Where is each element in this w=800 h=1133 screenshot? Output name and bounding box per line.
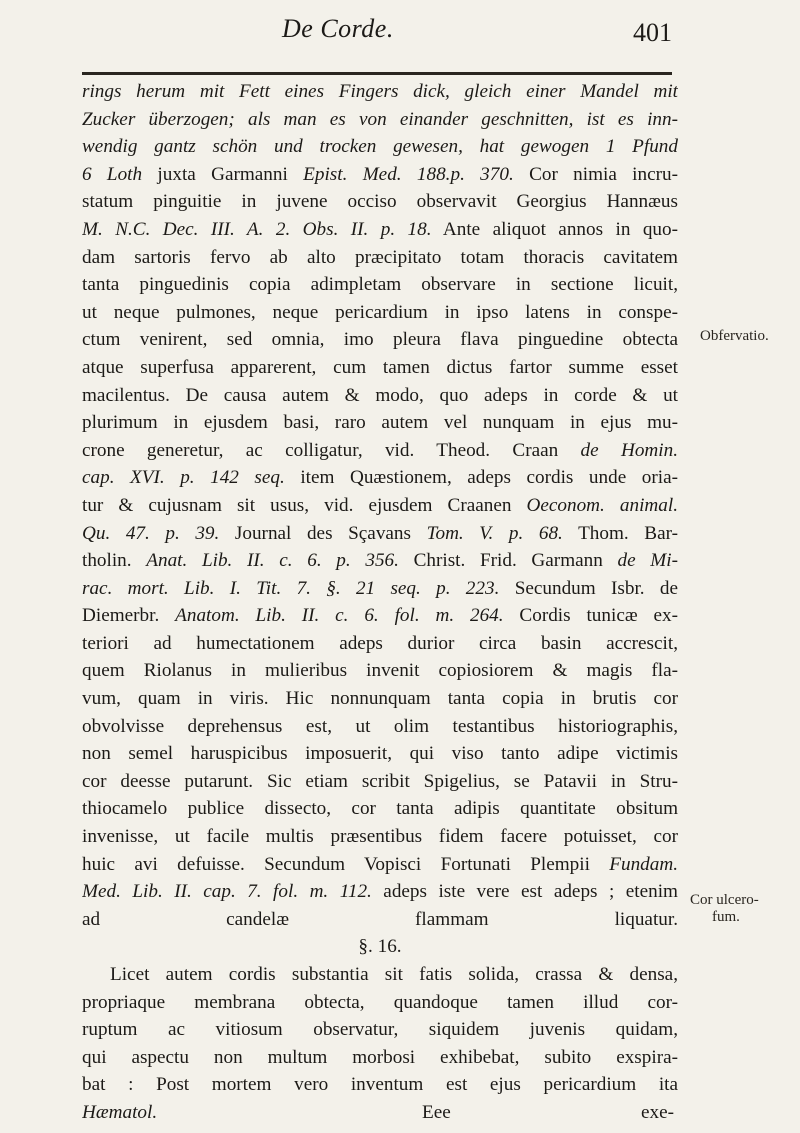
text-line: Zucker überzogen; als man es von einander geschnitten, ist es inn- (82, 108, 678, 130)
text-line: vum, quam in viris. Hic nonnunquam tanta copia in brutis cor (82, 688, 678, 710)
page-header (82, 14, 672, 78)
text-line: teriori ad humectationem adeps durior circa basin accrescit, (82, 632, 678, 654)
text-line: ut neque pulmones, neque pericardium in ipso latens in conspe- (82, 301, 678, 323)
text-line: M. N.C. Dec. III. A. 2. Obs. II. p. 18. Ante aliquot annos in quo- (82, 218, 678, 240)
text-line: invenisse, ut facile multis præsentibus fidem facere potuisset, cor (82, 826, 678, 848)
text-line: tholin. Anat. Lib. II. c. 6. p. 356. Christ. Frid. Garmann de Mi- (82, 550, 678, 572)
text-line: cor deesse putarunt. Sic etiam scribit Spigelius, se Patavii in Stru- (82, 770, 678, 792)
text-line: ruptum ac vitiosum observatur, siquidem juvenis quidam, (82, 1019, 678, 1041)
text-line: cap. XVI. p. 142 seq. item Quæstionem, adeps cordis unde oria- (82, 467, 678, 489)
signature-mark: Eee (422, 1101, 451, 1123)
text-line: crone generetur, ac colligatur, vid. Theod. Craan de Homin. (82, 439, 678, 461)
marginal-note-sum: fum. (712, 909, 740, 925)
text-line: 6 Loth juxta Garmanni Epist. Med. 188.p. 370. Cor nimia incru- (82, 163, 678, 185)
text-line: rac. mort. Lib. I. Tit. 7. §. 21 seq. p. 223. Secundum Isbr. de (82, 577, 678, 599)
text-line: quem Riolanus in mulieribus invenit copiosiorem & magis fla- (82, 660, 678, 682)
text-line: non semel haruspicibus imposuerit, qui viso tanto adipe victimis (82, 743, 678, 765)
footer-line (82, 1099, 678, 1127)
text-line: thiocamelo publice dissecto, cor tanta adipis quantitate obsitum (82, 798, 678, 820)
text-line: Licet autem cordis substantia sit fatis solida, crassa & densa, (110, 964, 678, 985)
last-word: Hæmatol. (82, 1101, 158, 1123)
catchword: exe- (640, 1101, 674, 1123)
text-line: ad candelæ flammam liquatur. (82, 908, 678, 930)
text-line: Med. Lib. II. cap. 7. fol. m. 112. adeps iste vere est adeps ; etenim (82, 881, 678, 903)
text-line: qui aspectu non multum morbosi exhibebat, subito exspira- (82, 1046, 678, 1068)
marginal-note-observatio: Obfervatio. (700, 328, 769, 344)
body-text (82, 78, 678, 1127)
marginal-note-cor-ulcerosum: Cor ulcero- (690, 892, 759, 908)
text-line: plurimum in ejusdem basi, raro autem vel nunquam in ejus mu- (82, 412, 678, 434)
text-line: Qu. 47. p. 39. Journal des Sçavans Tom. V. p. 68. Thom. Bar- (82, 522, 678, 544)
text-line: bat : Post mortem vero inventum est ejus pericardium ita (82, 1074, 678, 1096)
text-line: huic avi defuisse. Secundum Vopisci Fortunati Plempii Fundam. (82, 853, 678, 875)
text-line: ctum venirent, sed omnia, imo pleura flava pinguedine obtecta (82, 329, 678, 351)
header-rule (82, 72, 672, 75)
text-line: statum pinguitie in juvene occiso observavit Georgius Hannæus (82, 191, 678, 213)
text-line: obvolvisse deprehensus est, ut olim testantibus historiographis, (82, 715, 678, 737)
text-line: macilentus. De causa autem & modo, quo adeps in corde & ut (82, 384, 678, 406)
text-line: tanta pinguedinis copia adimpletam observare in sectione licuit, (82, 274, 678, 296)
text-line: propriaque membrana obtecta, quandoque tamen illud cor- (82, 991, 678, 1013)
text-line: atque superfusa apparerent, cum tamen dictus fartor summe esset (82, 356, 678, 378)
text-line: rings herum mit Fett eines Fingers dick, gleich einer Mandel mit (82, 81, 678, 102)
text-line: Diemerbr. Anatom. Lib. II. c. 6. fol. m. 264. Cordis tunicæ ex- (82, 605, 678, 627)
text-line: wendig gantz schön und trocken gewesen, hat gewogen 1 Pfund (82, 136, 678, 158)
text-line: tur & cujusnam sit usus, vid. ejusdem Craanen Oeconom. animal. (82, 494, 678, 516)
page-number: 401 (633, 18, 672, 47)
running-title: De Corde. (282, 14, 394, 43)
text-line: dam sartoris fervo ab alto præcipitato totam thoracis cavitatem (82, 246, 678, 268)
section-number: §. 16. (358, 936, 402, 958)
